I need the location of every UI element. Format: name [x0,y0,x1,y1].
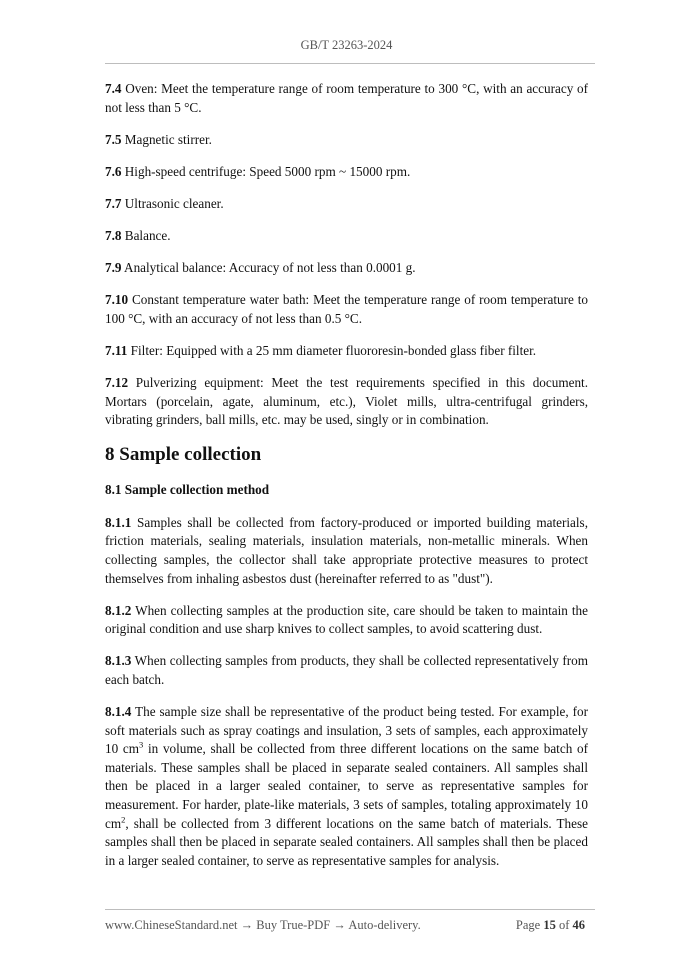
superscript-cubed: 3 [139,739,144,750]
subsection-title: 8.1 Sample collection method [105,482,270,498]
clause-text: Filter: Equipped with a 25 mm diameter fluororesin-bonded glass fiber filter. [127,342,537,358]
clause-number: 7.8 [105,227,122,243]
arrow-right-icon: → [237,918,257,932]
clause-7-9 [105,259,588,278]
clause-7-6 [105,163,588,182]
clause-7-11 [105,342,588,361]
clause-7-10 [105,291,588,328]
clause-text-part: , shall be collected from 3 different locations on the same batch of materials. These samples shall then be placed in separate sealed containers. All samples shall then be placed in a larger sealed container, to serve as representative samples for analysis. [105,815,588,868]
header-divider [105,63,595,64]
clause-text: High-speed centrifuge: Speed 5000 rpm ~ 15000 rpm. [121,163,411,179]
clause-text: When collecting samples at the production site, care should be taken to maintain the original condition and use sharp knives to collect samples, to avoid scattering dust. [105,602,588,637]
clause-8-1-2 [105,602,588,639]
footer-divider [105,909,595,910]
clause-text: Magnetic stirrer. [121,131,212,147]
clause-7-4 [105,80,588,117]
clause-number: 8.1.4 [105,704,132,720]
page-total: 46 [572,918,585,932]
clause-number: 8.1.1 [105,514,132,530]
buy-pdf-link[interactable]: Buy True-PDF [256,918,331,932]
clause-text-part: The sample size shall be representative of the product being tested. For example, for soft materials such as spray coatings and insulation, 3 sets of samples, each approximately 10 cm [105,704,588,757]
clause-number: 7.6 [105,163,122,179]
page-content [105,80,588,884]
site-link[interactable]: www.ChineseStandard.net [105,918,238,932]
footer-links [105,918,421,933]
clause-8-1-4 [105,703,588,870]
clause-7-5 [105,131,588,150]
clause-8-1-1 [105,514,588,588]
clause-7-7 [105,195,588,214]
page-indicator [516,918,585,933]
clause-text: Oven: Meet the temperature range of room temperature to 300 °C, with an accuracy of not less than 5 °C. [105,81,588,115]
clause-number: 7.7 [105,195,122,211]
clause-text: Constant temperature water bath: Meet the temperature range of room temperature to 100 °C, with an accuracy of not less than 0.5 °C. [105,292,588,326]
arrow-right-icon: → [330,918,349,932]
clause-text: Samples shall be collected from factory-produced or imported building materials, friction materials, sealing materials, insulation materials, non-metallic minerals. When collecting samples, the collector shall take appropriate protective measures to protect themselves from inhaling asbestos dust (hereinafter referred to as "dust"). [105,514,588,586]
clause-text: Pulverizing equipment: Meet the test requirements specified in this document. Mortars (porcelain, agate, aluminum, etc.), Violet mills, ultra-centrifugal grinders, vibrating grinders, ball mills, etc. may be used, singly or in combination. [105,374,588,428]
document-header [0,38,693,53]
clause-text: Balance. [121,227,171,243]
page-word: Page [515,918,541,932]
superscript-squared: 2 [121,814,126,825]
of-word: of [558,918,570,932]
clause-number: 7.4 [105,81,122,96]
clause-number: 8.1.3 [105,653,132,669]
clause-7-12 [105,374,588,430]
page-number: 15 [543,918,556,932]
clause-text-part: in volume, shall be collected from three different locations on the same batch of materials. These samples shall be placed in separate sealed containers. All samples shall then be placed in a larger sealed container, to serve as representative samples for measurement. For harder, plate-like materials, 3 sets of samples, totaling approximately 10 cm [105,741,588,831]
section-title: 8 Sample collection [105,444,262,466]
clause-7-8 [105,227,588,246]
clause-8-1-3 [105,652,588,689]
clause-number: 7.10 [105,292,129,308]
clause-number: 7.12 [105,374,129,390]
clause-text: Ultrasonic cleaner. [121,195,224,211]
clause-text: When collecting samples from products, they shall be collected representatively from each batch. [105,653,588,687]
auto-delivery-text: Auto-delivery. [348,918,421,932]
clause-text: Analytical balance: Accuracy of not less than 0.0001 g. [121,260,416,276]
clause-number: 7.9 [105,260,122,276]
clause-number: 7.11 [105,342,128,358]
clause-number: 8.1.2 [105,602,132,618]
doc-code: GB/T 23263-2024 [300,38,393,52]
clause-number: 7.5 [105,131,122,147]
